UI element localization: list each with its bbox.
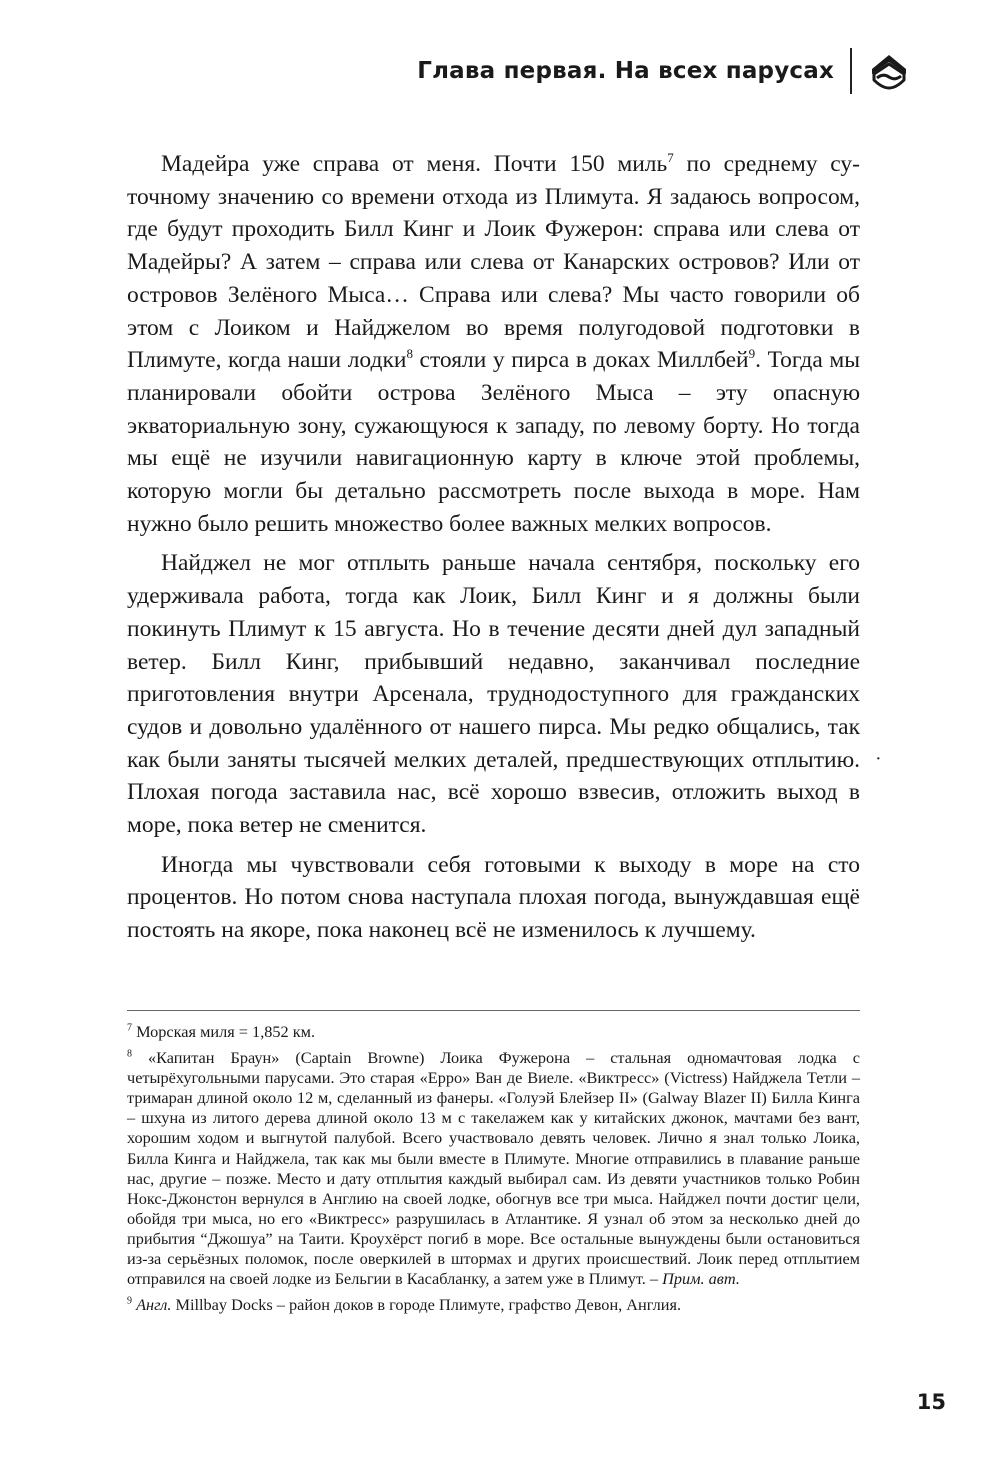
margin-dot: · [875, 748, 882, 770]
main-text [127, 148, 860, 954]
footnote-7: $^7$ Морская миля = 1,852 км. [127, 1022, 316, 1041]
paragraph-1: Мадейра уже справа от меня. Почти 150 миль$^7$ по среднему суточному значению со времени отхода из Плимута. Я задаюсь вопросом, где будут проходить Билл Кинг и Лоик Фужерон: справа или слева от Мадейры? А затем – справа или слева от Канарских островов? Или от островов Зелёного Мыса… Справа или слева? Мы часто говорили об этом с Лоиком и Найджелом во время полугодовой подготовки в Плимуте, когда наши лодки$^8$ стояли у пирса в доках Миллбей$^9$. Тогда мы планировали обойти острова Зелёного Мыса – эту опасную экваториальную зону, сужающуюся к западу, по левому борту. Но тогда мы ещё не изучили навигационную карту в ключе этой проблемы, которую могли бы детально рассмотреть после выхода в море. Нам нужно было решить множество более важных мелких вопросов. [127, 150, 860, 537]
paragraph-2: Найджел не мог отплыть раньше начала сентября, поскольку его удерживала работа, тогда как Лоик, Билл Кинг и я должны были покинуть Плимут к 15 августа. Но в течение десяти дней дул западный ветер. Билл Кинг, прибывший недавно, заканчивал последние приготовления внутри Арсенала, труднодоступного для гражданских судов и довольно удалённого от нашего пирса. Мы редко общались, так как были заняты тысячей мелких деталей, предшествующих отплытию. Плохая погода заставила нас, всё хорошо взвесив, отложить выход в море, пока ветер не сменится. [127, 550, 860, 839]
footnote-ref-8: 8 [406, 346, 413, 362]
footnote-8: $^8$ «Капитан Браун» (Captain Browne) Лоика Фужерона – стальная одномачтовая лодка с четырёхугольными парусами. Это старая «Еppo» Ван де Виеле. «Виктресс» (Victress) Найджела Тетли – тримаран длиной около 12 м, сделанный из фанеры. «Голуэй Блейзер II» (Galway Blazer II) Билла Кинга – шхуна из литого дерева длиной около 13 м с такелажем как у китайских джонок, мачтами без вант, хорошим ходом и выгнутой палубой. Всего участвовало девять человек. Лично я знал только Лоика, Билла Кинга и Найджела, так как мы были вместе в Плимуте. Многие отправились в плавание раньше нас, другие – позже. Место и дату отплытия каждый выбирал сам. Из девяти участников только Робин Нокс-Джонстон вернулся в Англию на своей лодке, обогнув все три мыса. Найджел почти достиг цели, обойдя три мыса, но его «Виктресс» разрушилась в Атлантике. Я узнал об этом за несколько дней до прибытия “Джошуа” на Таити. Кроухёрст погиб в море. Все остальные вынуждены были остановиться из-за серьёзных поломок, после оверкилей в штормах и других происшествий. Лоик перед отплытием отправился на своей лодке из Бельгии в Касабланку, а затем уже в Плимут. – Прим. авт. [127, 1048, 860, 1289]
footnote-9: $^9$ Англ. Millbay Docks – район доков в городе Плимуте, графство Девон, Англия. [127, 1295, 682, 1315]
chapter-title: Глава первая. На всех парусах [417, 58, 834, 84]
footnote-ref-9: 9 [748, 346, 756, 362]
footnote-divider [127, 1010, 860, 1011]
header-divider [850, 48, 852, 94]
footnotes [127, 1022, 860, 1321]
running-header [0, 48, 910, 98]
paragraph-3: Иногда мы чувствовали себя готовыми к выходу в море на сто процентов. Но потом снова наступала плохая погода, вынуждавшая ещё постоять на якоре, пока наконец всё не изменилось к лучшему. [127, 851, 860, 944]
page-number: 15 [916, 1390, 946, 1414]
footnote-ref-7: 7 [667, 150, 674, 166]
boat-wave-icon [868, 52, 910, 92]
